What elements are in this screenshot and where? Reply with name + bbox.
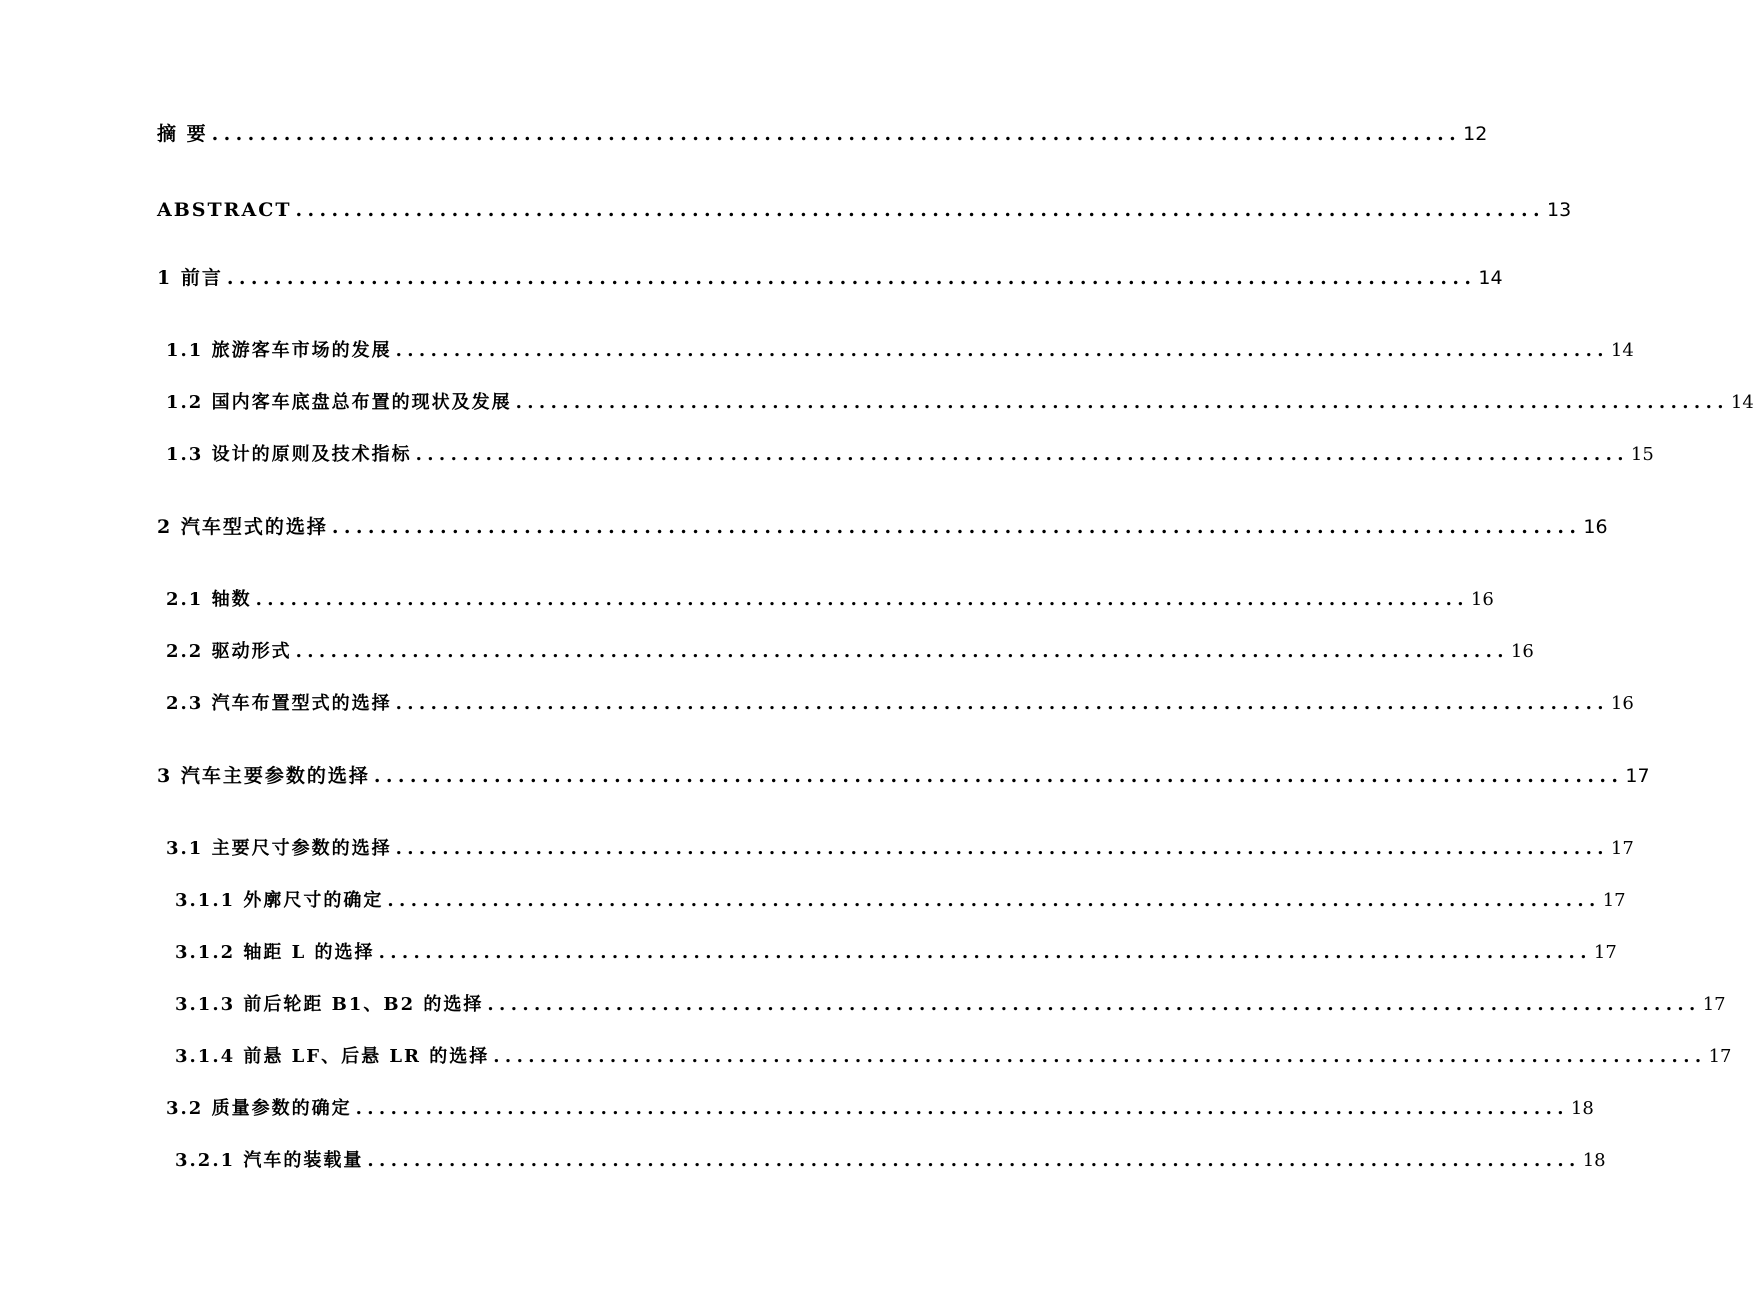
toc-page-number: 17 (1708, 1046, 1732, 1067)
toc-entry-title: 2.1 轴数 (166, 589, 252, 610)
toc-entry-3-1[interactable] (166, 837, 1634, 861)
toc-page-number: 13 (1547, 199, 1572, 221)
toc-entry-3-2-1[interactable] (175, 1149, 1606, 1173)
toc-entry-2-3[interactable] (166, 692, 1634, 716)
toc-page-number: 12 (1463, 123, 1488, 145)
toc-page-number: 17 (1625, 765, 1650, 787)
toc-page-number: 14 (1478, 267, 1503, 289)
toc-entry-title: 1.2 国内客车底盘总布置的现状及发展 (166, 392, 512, 413)
toc-dot-leader: ........................................................................................................ (415, 444, 1629, 465)
toc-entry-3-2[interactable] (166, 1097, 1594, 1121)
toc-dot-leader: ........................................................................................................ (331, 516, 1582, 538)
toc-dot-leader: ........................................................................................................ (387, 890, 1601, 911)
toc-entry-title: 3.1.4 前悬 LF、后悬 LR 的选择 (175, 1046, 490, 1067)
toc-page-number: 18 (1570, 1098, 1594, 1119)
toc-dot-leader: ........................................................................................................ (373, 765, 1624, 787)
toc-entry-title: 1.1 旅游客车市场的发展 (166, 340, 392, 361)
toc-dot-leader: ........................................................................................................ (487, 994, 1701, 1015)
toc-dot-leader: ........................................................................................................ (378, 942, 1592, 963)
toc-entry-title: 3.2 质量参数的确定 (166, 1098, 352, 1119)
toc-entry-chapter-1[interactable] (157, 266, 1503, 290)
toc-entry-2-1[interactable] (166, 588, 1494, 612)
toc-page-number: 17 (1593, 942, 1617, 963)
toc-entry-abstract-en[interactable] (157, 198, 1572, 222)
toc-dot-leader: ........................................................................................................ (493, 1046, 1707, 1067)
toc-entry-title: 3.2.1 汽车的装载量 (175, 1150, 364, 1171)
toc-entry-2-2[interactable] (166, 640, 1534, 664)
toc-dot-leader: ........................................................................................................ (395, 838, 1609, 859)
toc-page-number: 16 (1470, 589, 1494, 610)
toc-dot-leader: ........................................................................................................ (367, 1150, 1581, 1171)
toc-dot-leader: ........................................................................................................ (395, 693, 1609, 714)
toc-dot-leader: ........................................................................................................ (515, 392, 1729, 413)
toc-page-number: 17 (1602, 890, 1626, 911)
toc-dot-leader: ........................................................................................................ (211, 123, 1462, 145)
toc-entry-chapter-3[interactable] (157, 764, 1650, 788)
toc-entry-1-3[interactable] (166, 443, 1654, 467)
toc-entry-title: 2.2 驱动形式 (166, 641, 292, 662)
toc-entry-title: 3.1.1 外廓尺寸的确定 (175, 890, 384, 911)
toc-entry-title: 3.1.3 前后轮距 B1、B2 的选择 (175, 994, 484, 1015)
toc-entry-3-1-2[interactable] (175, 941, 1617, 965)
toc-page-number: 15 (1630, 444, 1654, 465)
toc-page-number: 14 (1610, 340, 1634, 361)
toc-page-number: 16 (1583, 516, 1608, 538)
toc-dot-leader: ........................................................................................................ (395, 340, 1609, 361)
toc-entry-title: 1.3 设计的原则及技术指标 (166, 444, 412, 465)
toc-entry-1-1[interactable] (166, 339, 1634, 363)
toc-entry-title: 2.3 汽车布置型式的选择 (166, 693, 392, 714)
toc-dot-leader: ........................................................................................................ (295, 641, 1509, 662)
toc-page-number: 17 (1610, 838, 1634, 859)
toc-page-number: 16 (1510, 641, 1534, 662)
toc-entry-title: 2 汽车型式的选择 (157, 516, 328, 538)
toc-entry-chapter-2[interactable] (157, 515, 1608, 539)
toc-entry-title: 3.1 主要尺寸参数的选择 (166, 838, 392, 859)
toc-page-number: 16 (1610, 693, 1634, 714)
toc-entry-3-1-1[interactable] (175, 889, 1626, 913)
toc-dot-leader: ........................................................................................................ (295, 199, 1545, 221)
toc-dot-leader: ........................................................................................................ (355, 1098, 1569, 1119)
toc-dot-leader: ........................................................................................................ (255, 589, 1469, 610)
toc-page-number: 14 (1730, 392, 1754, 413)
toc-entry-title: ABSTRACT (157, 199, 292, 221)
toc-entry-title: 3.1.2 轴距 L 的选择 (175, 942, 375, 963)
toc-entry-3-1-3[interactable] (175, 993, 1726, 1017)
toc-entry-title: 摘 要 (157, 123, 208, 145)
toc-page-number: 17 (1702, 994, 1726, 1015)
toc-entry-1-2[interactable] (166, 391, 1754, 415)
toc-entry-abstract-cn[interactable] (157, 122, 1488, 146)
toc-entry-title: 3 汽车主要参数的选择 (157, 765, 370, 787)
toc-page-number: 18 (1582, 1150, 1606, 1171)
toc-dot-leader: ........................................................................................................ (226, 267, 1477, 289)
toc-entry-title: 1 前言 (157, 267, 223, 289)
toc-entry-3-1-4[interactable] (175, 1045, 1732, 1069)
